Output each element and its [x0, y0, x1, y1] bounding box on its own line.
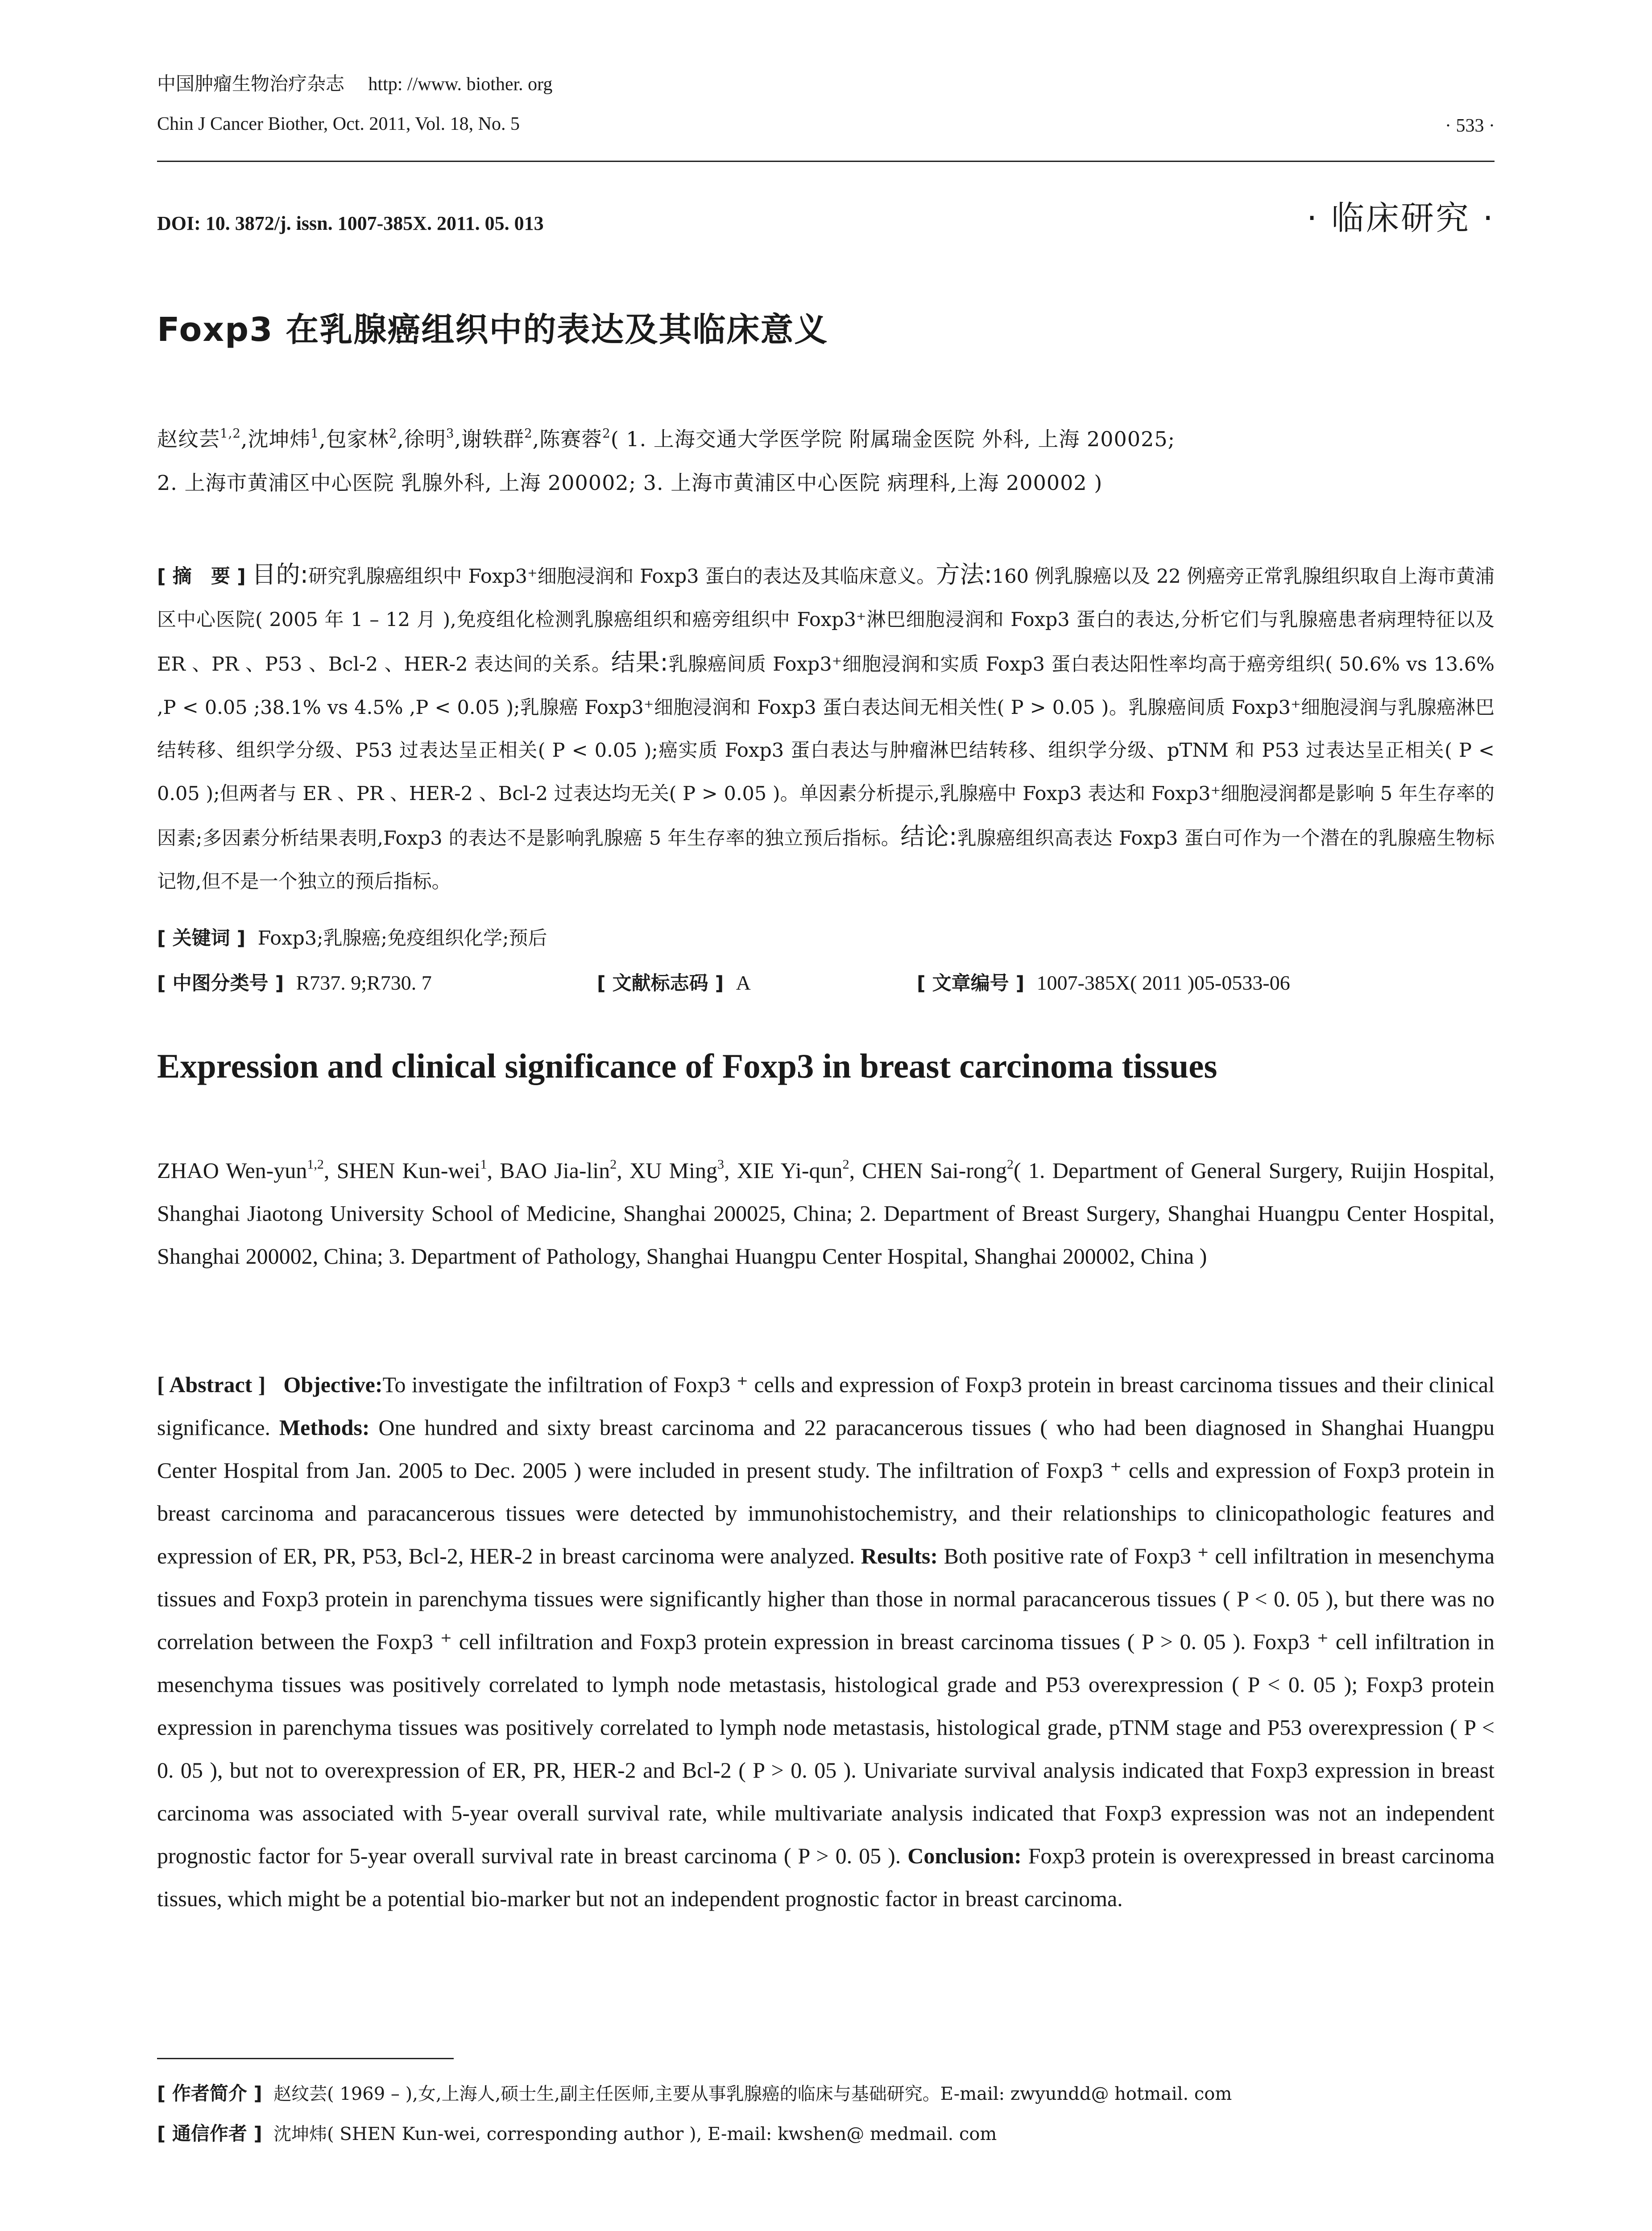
article-value: 1007-385X( 2011 )05-0533-06 [1036, 971, 1290, 994]
author-cn: 赵纹芸$^{1,2}$ [157, 426, 241, 451]
author-cn: 包家林$^2$ [326, 426, 397, 451]
affiliation-cn-line1: ( 1. 上海交通大学医学院 附属瑞金医院 外科, 上海 200025; [610, 427, 1176, 451]
authors-cn: 赵纹芸$^{1,2}$,沈坤炜$^1$,包家林$^2$,徐明$^3$,谢轶群$^2$,陈赛蓉$^2$( 1. 上海交通大学医学院 附属瑞金医院 外科, 上海 200025; 2. 上海市黄浦区中心医院 乳腺外科, 上海 200002; 3. 上海市黄浦区中心医院 病理科,上海 200002 ) [157, 426, 1176, 495]
clc-value: R737. 9;R730. 7 [296, 971, 432, 994]
doi[interactable]: DOI: 10. 3872/j. issn. 1007-385X. 2011. 05. 013 [157, 212, 544, 234]
author-cn: 谢轶群$^2$ [461, 426, 533, 451]
footnote-rule [157, 2058, 454, 2059]
keywords-value: Foxp3;乳腺癌;免疫组织化学;预后 [257, 927, 547, 950]
section-label: · 临床研究 · [1306, 199, 1495, 237]
footnote-corr-text: 沈坤炜( SHEN Kun-wei, corresponding author ), E-mail: kwshen@ medmail. com [273, 2124, 997, 2144]
header-rule [157, 161, 1495, 162]
objective-cn: 研究乳腺癌组织中 Foxp3⁺细胞浸润和 Foxp3 蛋白的表达及其临床意义。 [308, 565, 936, 588]
objective-label-cn: 目的: [252, 560, 308, 589]
conclusion-en: Foxp3 protein is overexpressed in breast carcinoma tissues, which might be a potential bio-marker but not an independent prognostic factor in breast carcinoma. [157, 1843, 1495, 1911]
author-cn: 陈赛蓉$^2$ [539, 426, 611, 451]
doc-value: A [736, 971, 751, 994]
title-en: Expression and clinical significance of Foxp3 in breast carcinoma tissues [157, 1047, 1217, 1085]
doc-code [597, 962, 751, 1005]
classification-line [157, 962, 1495, 1005]
journal-name-cn: 中国肿瘤生物治疗杂志 [157, 73, 345, 95]
objective-label-en: Objective: [283, 1372, 383, 1397]
conclusion-label-en: Conclusion: [907, 1843, 1022, 1868]
footnote-author-label: [ 作者简介 ] [157, 2082, 262, 2104]
title-cn: Foxp3 在乳腺癌组织中的表达及其临床意义 [157, 311, 828, 349]
results-label-en: Results: [861, 1543, 938, 1568]
results-cn: 乳腺癌间质 Foxp3⁺细胞浸润和实质 Foxp3 蛋白表达阳性率均高于癌旁组织( 50.6% vs 13.6% ,P < 0.05 ;38.1% vs 4.5% ,P < 0.05 );乳腺癌 Foxp3⁺细胞浸润和 Foxp3 蛋白表达间无相关性( P > 0.05 )。乳腺癌间质 Foxp3⁺细胞浸润与乳腺癌淋巴结转移、组织学分级、P53 过表达呈正相关( P < 0.05 );癌实质 Foxp3 蛋白表达与肿瘤淋巴结转移、组织学分级、pTNM 和 P53 过表达呈正相关( P < 0.05 );但两者与 ER 、PR 、HER-2 、Bcl-2 过表达均无关( P > 0.05 )。单因素分析提示,乳腺癌中 Foxp3 表达和 Foxp3⁺细胞浸润都是影响 5 年生存率的因素;多因素分析结果表明,Foxp3 的表达不是影响乳腺癌 5 年生存率的独立预后指标。 [157, 653, 1495, 850]
footnote-corr-label: [ 通信作者 ] [157, 2123, 262, 2144]
journal-url[interactable]: http: //www. biother. org [368, 74, 553, 95]
footnote-corresponding [157, 2117, 1495, 2151]
objective-en: To investigate the infiltration of Foxp3 ⁺ cells and expression of Foxp3 protein in breast carcinoma tissues and their clinical significance. [157, 1372, 1495, 1440]
clc-label: [ 中图分类号 ] [157, 972, 284, 995]
methods-label-cn: 方法: [936, 560, 992, 589]
results-en: Both positive rate of Foxp3 ⁺ cell infiltration in mesenchyma tissues and Foxp3 protein in parenchyma tissues were significantly higher than those in normal paracancerous tissues ( P < 0. 05 ), but there was no correlation between the Foxp3 ⁺ cell infiltration and Foxp3 protein expression in breast carcinoma tissues ( P > 0. 05 ). Foxp3 ⁺ cell infiltration in mesenchyma tissues was positively correlated to lymph node metastasis, histological grade and P53 overexpression ( P < 0. 05 ); Foxp3 protein expression in parenchyma tissues was positively correlated to lymph node metastasis, histological grade, pTNM stage and P53 overexpression ( P < 0. 05 ), but not to overexpression of ER, PR, HER-2 and Bcl-2 ( P > 0. 05 ). Univariate survival analysis indicated that Foxp3 expression in breast carcinoma was associated with 5-year overall survival rate, while multivariate analysis indicated that Foxp3 expression was not an independent prognostic factor for 5-year overall survival rate in breast carcinoma ( P > 0. 05 ). [157, 1543, 1495, 1868]
abstract-en-label: [ Abstract ] [157, 1372, 266, 1397]
affiliation-cn-line2: 2. 上海市黄浦区中心医院 乳腺外科, 上海 200002; 3. 上海市黄浦区中心医院 病理科,上海 200002 ) [157, 471, 1103, 495]
results-label-cn: 结果: [611, 648, 668, 676]
author-en: CHEN Sai-rong$^2$ [862, 1157, 1014, 1183]
abstract-cn-label: [ 摘 要 ] [157, 565, 246, 588]
doc-label: [ 文献标志码 ] [597, 972, 724, 995]
methods-cn: 160 例乳腺癌以及 22 例癌旁正常乳腺组织取自上海市黄浦区中心医院( 2005 年 1 – 12 月 ),免疫组化检测乳腺癌组织和癌旁组织中 Foxp3⁺淋巴细胞浸润和 Foxp3 蛋白的表达,分析它们与乳腺癌患者病理特征以及 ER 、PR 、P53 、Bcl-2 、HER-2 表达间的关系。 [157, 565, 1495, 676]
abstract-en [157, 1363, 1495, 1920]
journal-citation: Chin J Cancer Biother, Oct. 2011, Vol. 18, No. 5 [157, 114, 520, 134]
author-en: XIE Yi-qun$^2$ [737, 1157, 849, 1183]
keywords-label: [ 关键词 ] [157, 927, 246, 950]
conclusion-label-cn: 结论: [900, 822, 957, 850]
running-header-cn [157, 66, 552, 102]
affiliations-en: ( 1. Department of General Surgery, Ruijin Hospital, Shanghai Jiaotong University School of Medicine, Shanghai 200025, China; 2. Department of Breast Surgery, Shanghai Huangpu Center Hospital, Shanghai 200002, China; 3. Department of Pathology, Shanghai Huangpu Center Hospital, Shanghai 200002, China ) [157, 1158, 1495, 1269]
page-number: · 533 · [1445, 116, 1495, 136]
methods-en: One hundred and sixty breast carcinoma and 22 paracancerous tissues ( who had been diagnosed in Shanghai Huangpu Center Hospital from Jan. 2005 to Dec. 2005 ) were included in present study. The infiltration of Foxp3 ⁺ cells and expression of Foxp3 protein in breast carcinoma and paracancerous tissues were detected by immunohistochemistry, and their relationships to clinicopathologic features and expression of ER, PR, P53, Bcl-2, HER-2 in breast carcinoma were analyzed. [157, 1415, 1495, 1568]
authors-en: ZHAO Wen-yun$^{1,2}$, SHEN Kun-wei$^1$, BAO Jia-lin$^2$, XU Ming$^3$, XIE Yi-qun$^2$, CHEN Sai-rong$^2$( 1. Department of General Surgery, Ruijin Hospital, Shanghai Jiaotong University School of Medicine, Shanghai 200025, China; 2. Department of Breast Surgery, Shanghai Huangpu Center Hospital, Shanghai 200002, China; 3. Department of Pathology, Shanghai Huangpu Center Hospital, Shanghai 200002, China ) [157, 1157, 1495, 1269]
article-number [917, 962, 1290, 1005]
abstract-cn [157, 553, 1495, 903]
keywords-cn [157, 917, 1495, 960]
author-en: BAO Jia-lin$^2$ [500, 1157, 617, 1183]
footnote-author-text: 赵纹芸( 1969 – ),女,上海人,硕士生,副主任医师,主要从事乳腺癌的临床与基础研究。E-mail: zwyundd@ hotmail. com [273, 2084, 1232, 2104]
author-en: ZHAO Wen-yun$^{1,2}$ [157, 1157, 324, 1183]
author-en: XU Ming$^3$ [629, 1157, 725, 1183]
footnote-author [157, 2077, 1495, 2111]
methods-label-en: Methods: [279, 1415, 370, 1440]
author-cn: 徐明$^3$ [404, 426, 455, 451]
article-label: [ 文章编号 ] [917, 972, 1025, 995]
author-en: SHEN Kun-wei$^1$ [336, 1157, 487, 1183]
conclusion-cn: 乳腺癌组织高表达 Foxp3 蛋白可作为一个潜在的乳腺癌生物标记物,但不是一个独立的预后指标。 [157, 827, 1495, 893]
author-cn: 沈坤炜$^1$ [248, 426, 319, 451]
